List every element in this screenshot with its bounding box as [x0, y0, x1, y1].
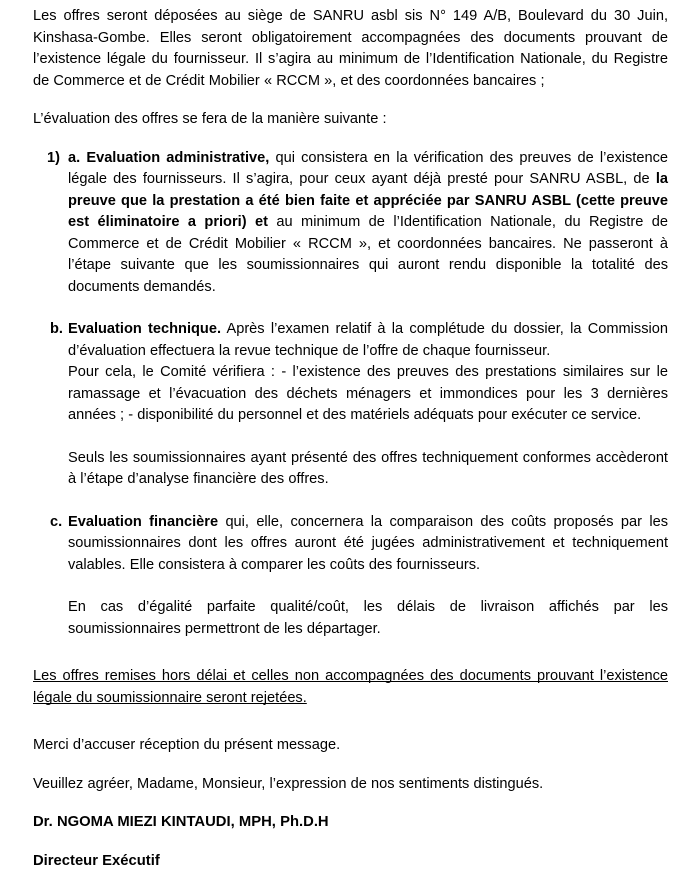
spacer — [33, 757, 668, 774]
list-marker-number: 1) — [47, 148, 68, 299]
list-item-text — [68, 148, 668, 299]
list-item-evaluation-administrative — [47, 148, 668, 299]
spacer — [33, 709, 668, 735]
sub-block-financiere — [68, 576, 668, 640]
closing-salutation: Veuillez agréer, Madame, Monsieur, l’expression de nos sentiments distingués. — [33, 774, 668, 796]
item-heading-financiere: Evaluation financière — [68, 514, 218, 530]
spacer — [33, 834, 668, 851]
list-item-text — [68, 512, 668, 577]
item-heading-technique: Evaluation technique. — [68, 321, 221, 337]
intro-paragraph-1: Les offres seront déposées au siège de SANRU asbl sis N° 149 A/B, Boulevard du 30 Juin, Kinshasa-Gombe. Elles seront obligatoirement accompagnées des documents prouvant de l’existence légale du fournisseur. Il s’agira au minimum de l’Identification Nationale, du Registre de Commerce et de Crédit Mobilier « RCCM », et des coordonnées bancaires ; — [33, 6, 668, 92]
list-marker-c: c. — [50, 512, 68, 577]
list-item-evaluation-financiere — [50, 512, 668, 577]
list-item-text — [68, 319, 668, 362]
item-text-part-1: qui, elle, concernera la comparaison des coûts proposés par les soumissionnaires dont les offres auront été jugées administrativement et techniquement valables. Elle consistera à comparer les coûts des fournisseurs. — [68, 514, 668, 573]
item-text-part-2: au minimum de l’Identification Nationale, du Registre de Commerce et de Crédit Mobilier « RCCM », et coordonnées bancaires. Ne passeront à l’étape suivante que les soumissionnaires qui auront rendu disponible la totalité des documents demandés. — [68, 214, 668, 295]
spacer — [33, 640, 668, 666]
signature-name: Dr. NGOMA MIEZI KINTAUDI, MPH, Ph.D.H — [33, 812, 668, 834]
notice-underlined-paragraph: Les offres remises hors délai et celles non accompagnées des documents prouvant l’existence légale du soumissionnaire seront rejetées. — [33, 666, 668, 709]
item-text-part-1: qui consistera en la vérification des preuves de l’existence légale des fournisseurs. Il s’agira, pour ceux ayant déjà presté pour SANRU ASBL, de — [68, 150, 668, 188]
spacer — [33, 795, 668, 812]
intro-paragraph-2: L’évaluation des offres se fera de la manière suivante : — [33, 109, 668, 131]
sub-paragraph-comite: Pour cela, le Comité vérifiera : - l’existence des preuves des prestations similaires sur le ramassage et l’évacuation des déchets ménagers et immondices pour les 3 dernières années ; - disponibilité du personnel et des matériels adéquats pour exécuter ce service. — [68, 362, 668, 427]
spacer — [33, 92, 668, 109]
signature-title: Directeur Exécutif — [33, 851, 668, 872]
closing-acknowledgement: Merci d’accuser réception du présent message. — [33, 735, 668, 757]
sub-paragraph-egalite: En cas d’égalité parfaite qualité/coût, les délais de livraison affichés par les soumissionnaires permettront de les départager. — [68, 597, 668, 640]
spacer — [33, 131, 668, 148]
document-body — [33, 6, 668, 872]
spacer — [68, 576, 668, 597]
spacer — [68, 427, 668, 448]
sub-block-technique — [68, 362, 668, 491]
sub-paragraph-seuls: Seuls les soumissionnaires ayant présenté des offres techniquement conformes accèderont à l’étape d’analyse financière des offres. — [68, 448, 668, 491]
list-item-evaluation-technique — [50, 319, 668, 362]
item-text-part-1: Après l’examen relatif à la complétude du dossier, la Commission d’évaluation effectuera la revue technique de l’offre de chaque fournisseur. — [68, 321, 668, 359]
spacer — [33, 298, 668, 319]
item-heading-administrative: a. Evaluation administrative, — [68, 150, 269, 166]
list-marker-b: b. — [50, 319, 68, 362]
spacer — [33, 491, 668, 512]
item-bold-emphasis: la preuve que la prestation a été bien faite et appréciée par SANRU ASBL (cette preuve est éliminatoire a priori) et — [68, 171, 668, 230]
